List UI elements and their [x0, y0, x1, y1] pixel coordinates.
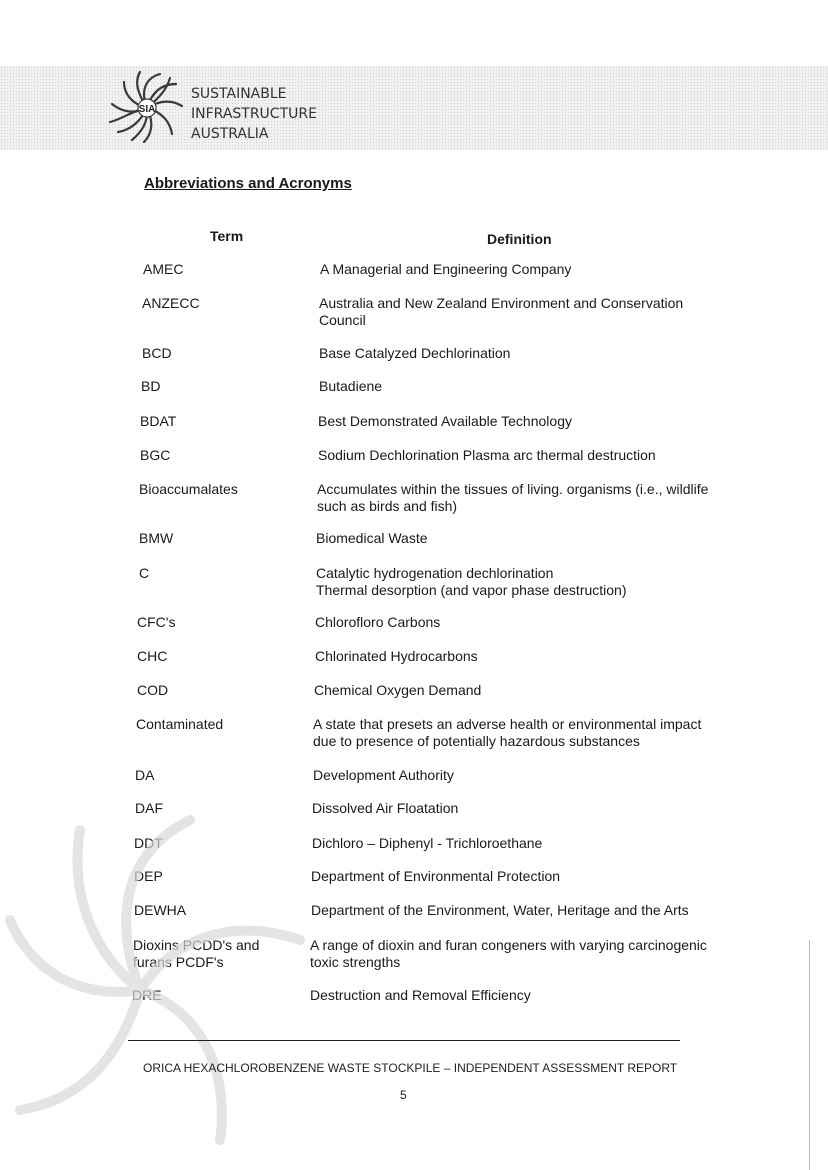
definition-cell: Department of the Environment, Water, Heritage and the Arts	[311, 902, 689, 918]
term-cell: DDT	[134, 835, 163, 851]
definition-cell: Australia and New Zealand Environment and Conservation Council	[319, 295, 684, 328]
sia-logo-icon	[104, 70, 190, 146]
term-cell: DA	[135, 767, 155, 783]
term-cell: ANZECC	[142, 295, 200, 311]
scan-edge-line	[809, 940, 810, 1170]
term-cell: COD	[137, 682, 169, 698]
org-name-line-2: INFRASTRUCTURE	[191, 106, 317, 122]
organization-name	[191, 84, 317, 144]
definition-cell: Best Demonstrated Available Technology	[318, 413, 572, 429]
term-cell: BCD	[142, 345, 172, 361]
definition-cell: A state that presets an adverse health or environmental impact due to presence of potentially hazardous substances	[313, 716, 702, 749]
definition-cell: Chlorinated Hydrocarbons	[315, 648, 478, 664]
term-cell: BDAT	[140, 413, 177, 429]
term-cell: DEP	[134, 868, 163, 884]
org-name-line-1: SUSTAINABLE	[191, 86, 287, 102]
page-title: Abbreviations and Acronyms	[144, 175, 352, 192]
definition-cell: Department of Environmental Protection	[311, 868, 561, 884]
logo-text: SIA	[138, 104, 156, 115]
definition-cell: Butadiene	[319, 378, 383, 394]
term-cell: DAF	[135, 800, 163, 816]
definition-cell: Dissolved Air Floatation	[312, 800, 459, 816]
term-cell: AMEC	[143, 261, 184, 277]
definition-cell: Biomedical Waste	[316, 530, 428, 546]
definition-cell: A range of dioxin and furan congeners with varying carcinogenic toxic strengths	[310, 937, 707, 970]
term-cell: BMW	[139, 530, 174, 546]
page-number: 5	[400, 1088, 407, 1102]
definition-cell: Accumulates within the tissues of living. organisms (i.e., wildlife such as birds and fish)	[317, 481, 709, 514]
definition-cell: Development Authority	[313, 767, 454, 783]
term-cell: C	[139, 565, 150, 581]
term-cell: Contaminated	[136, 716, 224, 732]
definition-cell: Chemical Oxygen Demand	[314, 682, 482, 698]
definition-cell: Destruction and Removal Efficiency	[310, 987, 531, 1003]
term-cell: BGC	[140, 447, 171, 463]
definition-cell: Catalytic hydrogenation dechlorination Thermal desorption (and vapor phase destruction)	[316, 565, 627, 598]
term-cell: DRE	[132, 987, 162, 1003]
footer-rule	[128, 1040, 680, 1041]
definition-column-header: Definition	[487, 231, 552, 247]
term-cell: Dioxins PCDD's and furans PCDF's	[133, 937, 260, 970]
definition-cell: Dichloro – Diphenyl - Trichloroethane	[312, 835, 543, 851]
term-cell: BD	[141, 378, 161, 394]
definition-cell: Base Catalyzed Dechlorination	[319, 345, 511, 361]
watermark-logo-icon	[0, 760, 360, 1170]
definition-cell: A Managerial and Engineering Company	[320, 261, 572, 277]
definition-cell: Chlorofloro Carbons	[315, 614, 441, 630]
term-cell: CFC's	[137, 614, 176, 630]
definition-cell: Sodium Dechlorination Plasma arc thermal destruction	[318, 447, 656, 463]
term-cell: Bioaccumalates	[139, 481, 238, 497]
term-column-header: Term	[210, 228, 244, 244]
org-name-line-3: AUSTRALIA	[191, 126, 269, 142]
term-cell: CHC	[137, 648, 168, 664]
footer-report-title: ORICA HEXACHLOROBENZENE WASTE STOCKPILE – INDEPENDENT ASSESSMENT REPORT	[143, 1061, 678, 1075]
term-cell: DEWHA	[134, 902, 187, 918]
